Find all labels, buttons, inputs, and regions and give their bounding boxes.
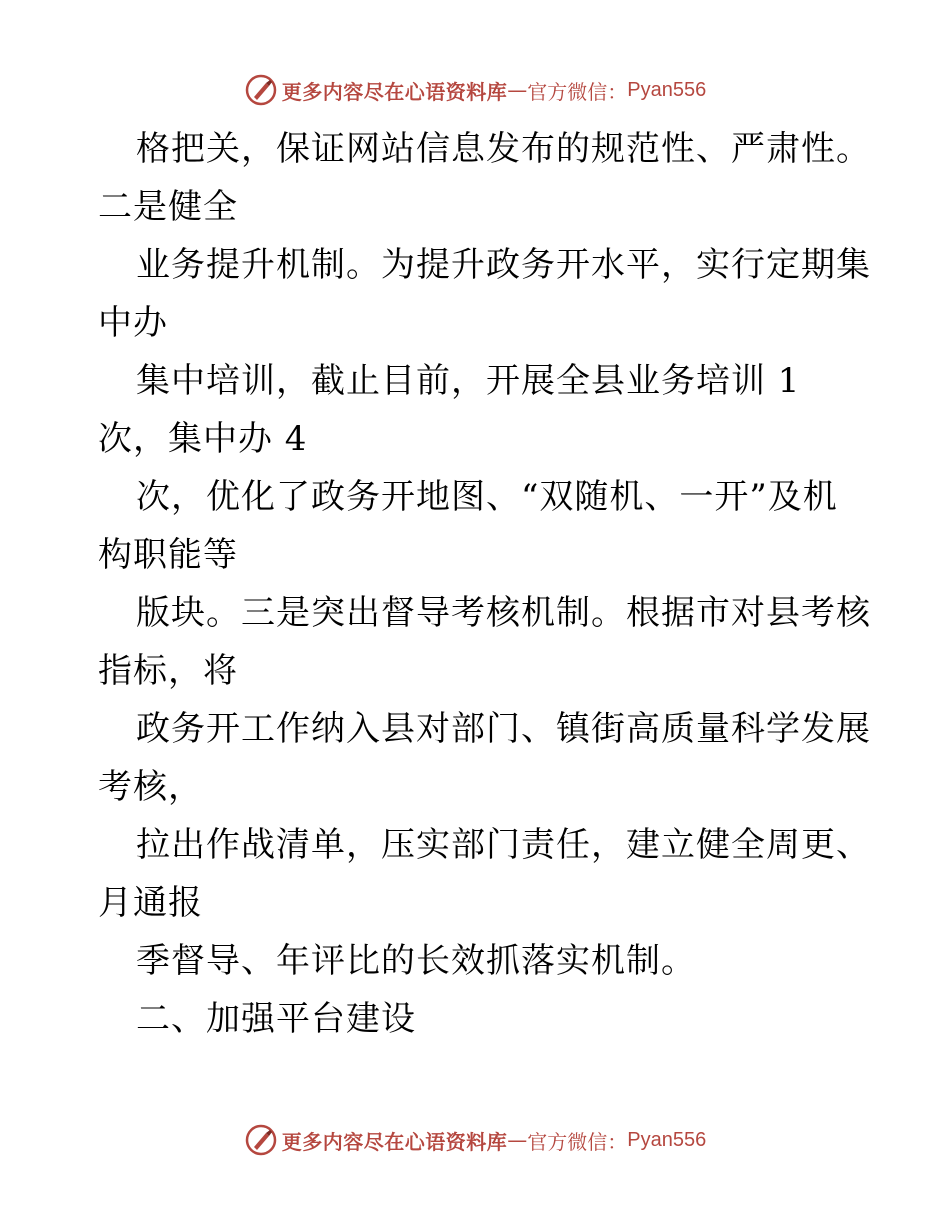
header-separator: — — [507, 78, 528, 102]
body-line: 构职能等 — [98, 535, 238, 575]
body-line: 格把关，保证网站信息发布的规范性、严肃性。 — [136, 129, 871, 169]
pen-nib-logo-icon — [244, 73, 278, 107]
header-wechat-id: Pyan556 — [627, 78, 707, 101]
footer-wechat-id: Pyan556 — [627, 1128, 707, 1151]
body-line: 次，集中办 4 — [98, 419, 308, 459]
body-line: 月通报 — [98, 883, 203, 923]
body-line: 中办 — [98, 303, 168, 343]
body-line: 次，优化了政务开地图、“双随机、一开”及机 — [136, 477, 838, 517]
footer-wechat-label: 官方微信： — [527, 1129, 628, 1154]
footer-separator: — — [507, 1128, 528, 1152]
pen-nib-logo-icon — [244, 1123, 278, 1157]
body-line: 集中培训，截止目前，开展全县业务培训 1 — [136, 361, 801, 401]
section-heading: 二、加强平台建设 — [136, 999, 416, 1039]
body-line: 指标，将 — [98, 651, 238, 691]
footer-banner — [0, 1120, 950, 1160]
body-line: 业务提升机制。为提升政务开水平，实行定期集 — [136, 245, 871, 285]
body-line: 拉出作战清单，压实部门责任，建立健全周更、 — [136, 825, 871, 865]
header-wechat-label: 官方微信： — [527, 79, 628, 104]
body-line: 考核， — [98, 767, 203, 807]
footer-promo-text: 更多内容尽在心语资料库 — [281, 1129, 508, 1154]
body-line: 政务开工作纳入县对部门、镇街高质量科学发展 — [136, 709, 871, 749]
body-line: 季督导、年评比的长效抓落实机制。 — [136, 941, 696, 981]
body-line: 二是健全 — [98, 187, 238, 227]
header-banner — [0, 70, 950, 110]
body-line: 版块。三是突出督导考核机制。根据市对县考核 — [136, 593, 871, 633]
header-promo-text: 更多内容尽在心语资料库 — [281, 79, 508, 104]
document-body — [98, 120, 871, 1048]
